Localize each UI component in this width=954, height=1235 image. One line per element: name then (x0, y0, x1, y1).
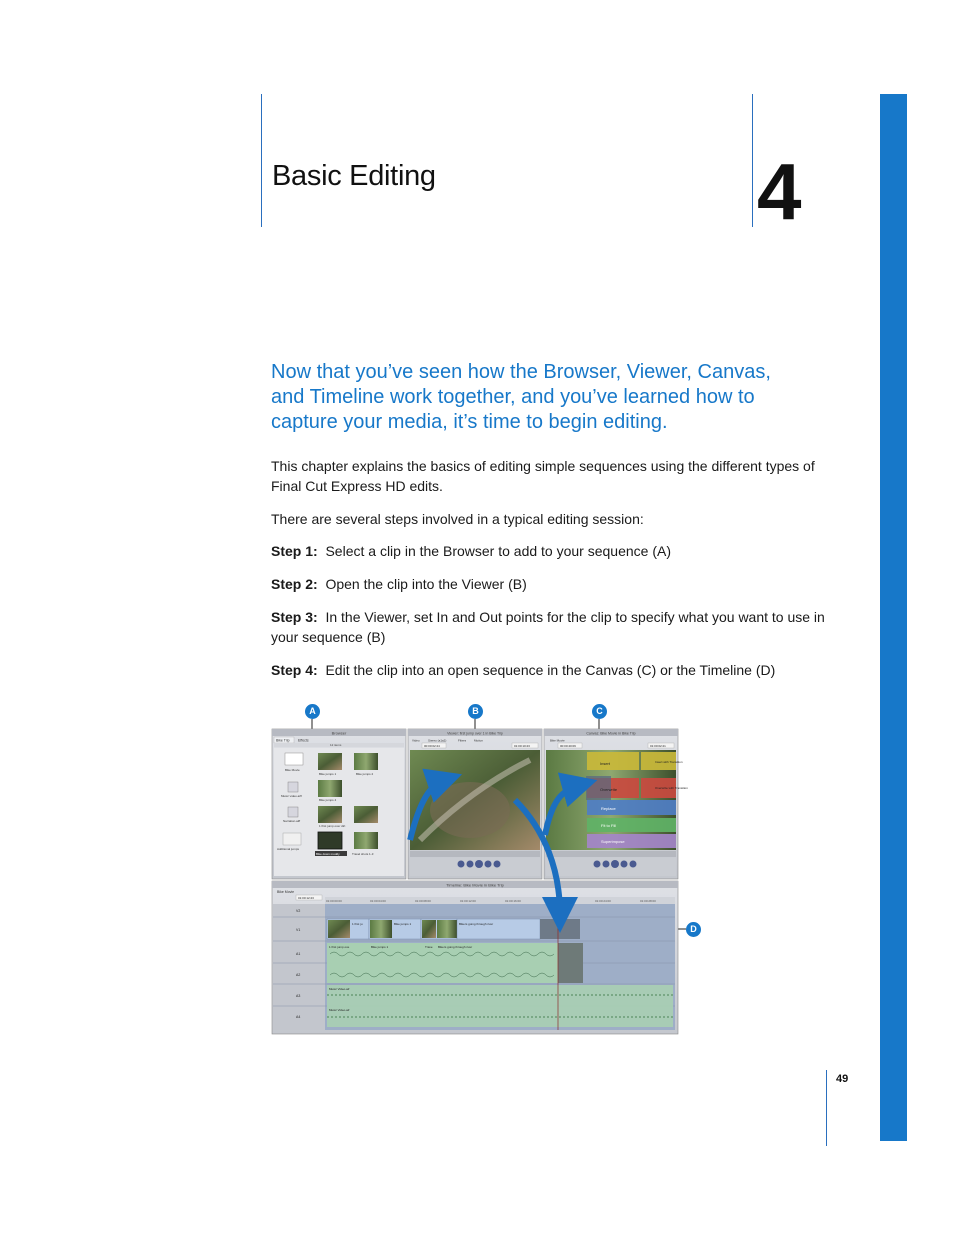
browser-item-count: 12 items (330, 743, 342, 747)
browser-item-narration[interactable]: Narration.aiff (283, 819, 301, 823)
viewer-tab-stereo[interactable]: Stereo (a1a2) (428, 738, 447, 743)
a1-clip-4[interactable]: Bikers going through river (438, 945, 473, 949)
track-v2[interactable]: V2 (296, 909, 301, 913)
body-paragraph-2: There are several steps involved in a typical editing session: (271, 511, 644, 527)
overlay-fit-to-fill[interactable]: Fit to Fill (601, 823, 617, 828)
track-a2[interactable]: A2 (296, 973, 301, 977)
ruler-7: 01:00:28:00 (640, 899, 656, 903)
overlay-insert[interactable]: Insert (600, 761, 611, 766)
a1-clip-3[interactable]: Trave (425, 945, 433, 949)
ruler-0: 01:00:00:00 (326, 899, 342, 903)
overlay-replace[interactable]: Replace (601, 806, 616, 811)
ruler-2: 01:00:08:00 (415, 899, 431, 903)
browser-tab-effects[interactable]: Effects (298, 738, 309, 743)
track-v1[interactable]: V1 (296, 928, 301, 932)
step-text: In the Viewer, set In and Out points for the clip to specify what you want to use in your sequence (B) (271, 609, 825, 645)
canvas-window (544, 729, 688, 879)
v1-clip-1[interactable]: 1 first ju (352, 922, 363, 926)
browser-item-additional-jumps[interactable]: Additional jumps (277, 847, 300, 851)
canvas-timecode-duration: 00:00:40:09 (560, 744, 576, 748)
canvas-tab-bike-movie[interactable]: Bike Movie (550, 738, 565, 743)
browser-item-music-video[interactable]: Music video.aiff (281, 794, 302, 798)
a1-clip-1[interactable]: 1 first jump ove (329, 945, 350, 949)
timeline-title: Timeline: Bike Movie in Bike Trip (446, 882, 504, 888)
body-paragraph-1: This chapter explains the basics of editing simple sequences using the different types of Final Cut Express HD edits. (271, 458, 815, 494)
callout-c: C (592, 704, 607, 719)
browser-item-bike-movie[interactable]: Bike Movie (285, 768, 300, 772)
chapter-title: Basic Editing (272, 160, 436, 192)
canvas-title: Canvas: Bike Movie in Bike Trip (586, 731, 636, 736)
step-text: Edit the clip into an open sequence in the Canvas (C) or the Timeline (D) (325, 662, 776, 678)
callout-d: D (686, 922, 701, 937)
browser-item-bike-jumps-2[interactable]: Bike jumps 2 (356, 772, 374, 776)
timeline-timecode: 01:00:12:23 (298, 896, 314, 900)
chapter-intro: Now that you’ve seen how the Browser, Viewer, Canvas, and Timeline work together, and you’ve learned how to capture your media, it’s time to begin editing. (271, 361, 771, 433)
timeline-tab-bike-movie[interactable]: Bike Movie (277, 890, 295, 894)
overlay-superimpose[interactable]: Superimpose (601, 839, 625, 844)
overlay-overwrite-with-transition[interactable]: Overwrite with Transition (655, 786, 688, 790)
ruler-4: 01:00:16:00 (505, 899, 521, 903)
viewer-title: Viewer: first jump over 1 in Bike Trip (447, 731, 503, 736)
ruler-1: 01:00:04:00 (370, 899, 386, 903)
browser-item-selected-clip[interactable]: Bike down muddy (316, 852, 340, 856)
step-label: Step 2: (271, 576, 318, 592)
a1-clip-2[interactable]: Bike jumps 1 (371, 945, 389, 949)
step-label: Step 1: (271, 543, 318, 559)
overlay-overwrite[interactable]: Overwrite (600, 787, 618, 792)
browser-tab-bike-trip[interactable]: Bike Trip (276, 738, 290, 743)
page-number: 49 (836, 1073, 849, 1085)
ruler-5: 01:00:20:00 (550, 899, 566, 903)
v1-clip-2[interactable]: Bike jumps 1 (394, 922, 412, 926)
viewer-timecode-duration: 00:00:02:24 (424, 744, 440, 748)
step-text: Open the clip into the Viewer (B) (325, 576, 527, 592)
step-text: Select a clip in the Browser to add to your sequence (A) (325, 543, 671, 559)
callout-a: A (305, 704, 320, 719)
music-clip-a4[interactable]: Music Video.aif (329, 1008, 350, 1012)
canvas-timecode-current: 01:00:02:21 (650, 744, 666, 748)
ruler-6: 01:00:24:00 (595, 899, 611, 903)
chapter-number: 4 (757, 147, 802, 236)
ruler-3: 01:00:12:00 (460, 899, 476, 903)
viewer-tab-motion[interactable]: Motion (474, 738, 484, 743)
browser-window (272, 729, 406, 879)
overlay-insert-with-transition[interactable]: Insert with Transition (655, 760, 683, 764)
browser-item-bike-jumps-4[interactable]: Bike jumps 4 (319, 798, 337, 802)
v1-clip-4[interactable]: Bikers going through river (459, 922, 494, 926)
browser-item-bike-jumps-1[interactable]: Bike jumps 1 (319, 772, 337, 776)
track-a4[interactable]: A4 (296, 1015, 301, 1019)
viewer-timecode-current: 01:00:10:23 (514, 744, 530, 748)
callout-b: B (468, 704, 483, 719)
track-a3[interactable]: A3 (296, 994, 301, 998)
browser-title: Browser (331, 730, 347, 736)
timeline-window (272, 881, 678, 1034)
music-clip-a3[interactable]: Music Video.aif (329, 987, 350, 991)
viewer-tab-filters[interactable]: Filters (458, 738, 467, 743)
viewer-tab-video[interactable]: Video (412, 738, 420, 743)
browser-item-first-jump[interactable]: 1 first jump over dirt (319, 824, 346, 828)
step-label: Step 4: (271, 662, 318, 678)
browser-item-travel-shots[interactable]: Travel shots 1-3 (352, 852, 374, 856)
step-label: Step 3: (271, 609, 318, 625)
track-a1[interactable]: A1 (296, 952, 301, 956)
